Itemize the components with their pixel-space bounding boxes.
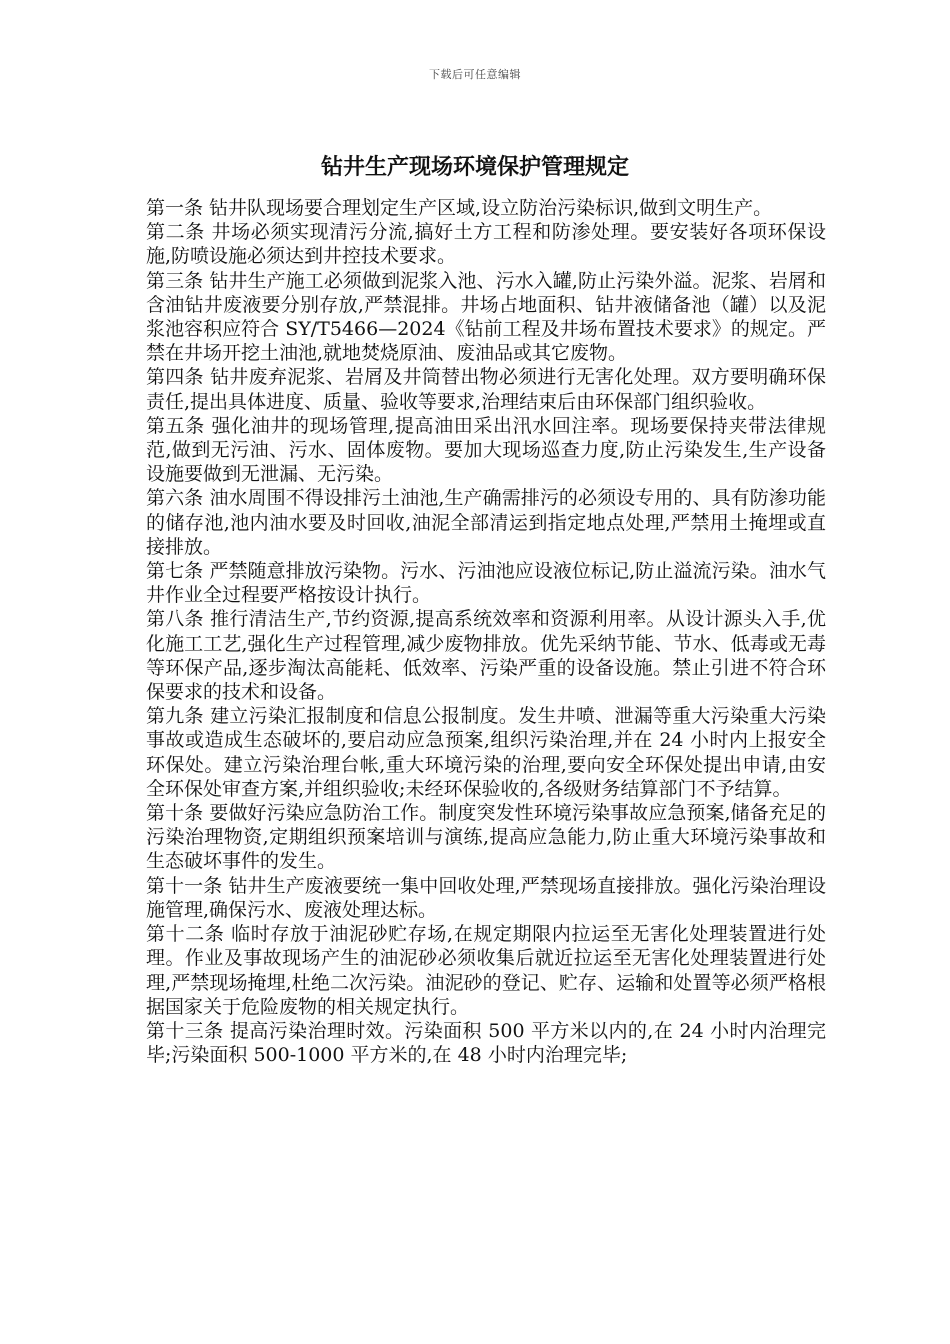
article-12: 第十二条 临时存放于油泥砂贮存场,在规定期限内拉运至无害化处理装置进行处理。作业及事故现场产生的油泥砂必须收集后就近拉运至无害化处理装置进行处理,严禁现场掩埋,杜绝二次污染。油泥砂的登记、贮存、运输和处置等必须严格根据国家关于危险废物的相关规定执行。 xyxy=(146,923,826,1018)
article-2: 第二条 井场必须实现清污分流,搞好土方工程和防渗处理。要安装好各项环保设施,防喷设施必须达到井控技术要求。 xyxy=(146,221,826,268)
article-5: 第五条 强化油井的现场管理,提高油田采出汛水回注率。现场要保持夹带法律规范,做到无污油、污水、固体废物。要加大现场巡查力度,防止污染发生,生产设备设施要做到无泄漏、无污染。 xyxy=(146,414,826,486)
article-list xyxy=(146,196,826,1067)
page-header-note: 下载后可任意编辑 xyxy=(429,68,521,81)
article-11: 第十一条 钻井生产废液要统一集中回收处理,严禁现场直接排放。强化污染治理设施管理,确保污水、废液处理达标。 xyxy=(146,874,826,921)
article-10: 第十条 要做好污染应急防治工作。制度突发性环境污染事故应急预案,储备充足的污染治理物资,定期组织预案培训与演练,提高应急能力,防止重大环境污染事故和生态破坏事件的发生。 xyxy=(146,802,826,873)
article-3: 第三条 钻井生产施工必须做到泥浆入池、污水入罐,防止污染外溢。泥浆、岩屑和含油钻井废液要分别存放,严禁混排。井场占地面积、钻井液储备池（罐）以及泥浆池容积应符合 SY/T5466—2024《钻前工程及井场布置技术要求》的规定。严禁在井场开挖土油池,就地焚烧原油、废油品或其它废物。 xyxy=(146,269,826,365)
article-7: 第七条 严禁随意排放污染物。污水、污油池应设液位标记,防止溢流污染。油水气井作业全过程要严格按设计执行。 xyxy=(146,560,826,607)
article-8: 第八条 推行清洁生产,节约资源,提高系统效率和资源利用率。从设计源头入手,优化施工工艺,强化生产过程管理,减少废物排放。优先采纳节能、节水、低毒或无毒等环保产品,逐步淘汰高能耗、低效率、污染严重的设备设施。禁止引进不符合环保要求的技术和设备。 xyxy=(146,608,826,704)
article-9: 第九条 建立污染汇报制度和信息公报制度。发生井喷、泄漏等重大污染重大污染事故或造成生态破坏的,要启动应急预案,组织污染治理,并在 24 小时内上报安全环保处。建立污染治理台帐,重大环境污染的治理,要向安全环保处提出申请,由安全环保处审查方案,并组织验收;未经环保验收的,各级财务结算部门不予结算。 xyxy=(146,705,826,800)
article-4: 第四条 钻井废弃泥浆、岩屑及井筒替出物必须进行无害化处理。双方要明确环保责任,提出具体进度、质量、验收等要求,治理结束后由环保部门组织验收。 xyxy=(146,366,826,413)
article-6: 第六条 油水周围不得设排污土油池,生产确需排污的必须设专用的、具有防渗功能的储存池,池内油水要及时回收,油泥全部清运到指定地点处理,严禁用土掩埋或直接排放。 xyxy=(146,487,826,558)
document-title: 钻井生产现场环境保护管理规定 xyxy=(320,155,629,180)
article-1: 第一条 钻井队现场要合理划定生产区域,设立防治污染标识,做到文明生产。 xyxy=(146,197,773,219)
article-13: 第十三条 提高污染治理时效。污染面积 500 平方米以内的,在 24 小时内治理完毕;污染面积 500-1000 平方米的,在 48 小时内治理完毕; xyxy=(146,1019,826,1067)
